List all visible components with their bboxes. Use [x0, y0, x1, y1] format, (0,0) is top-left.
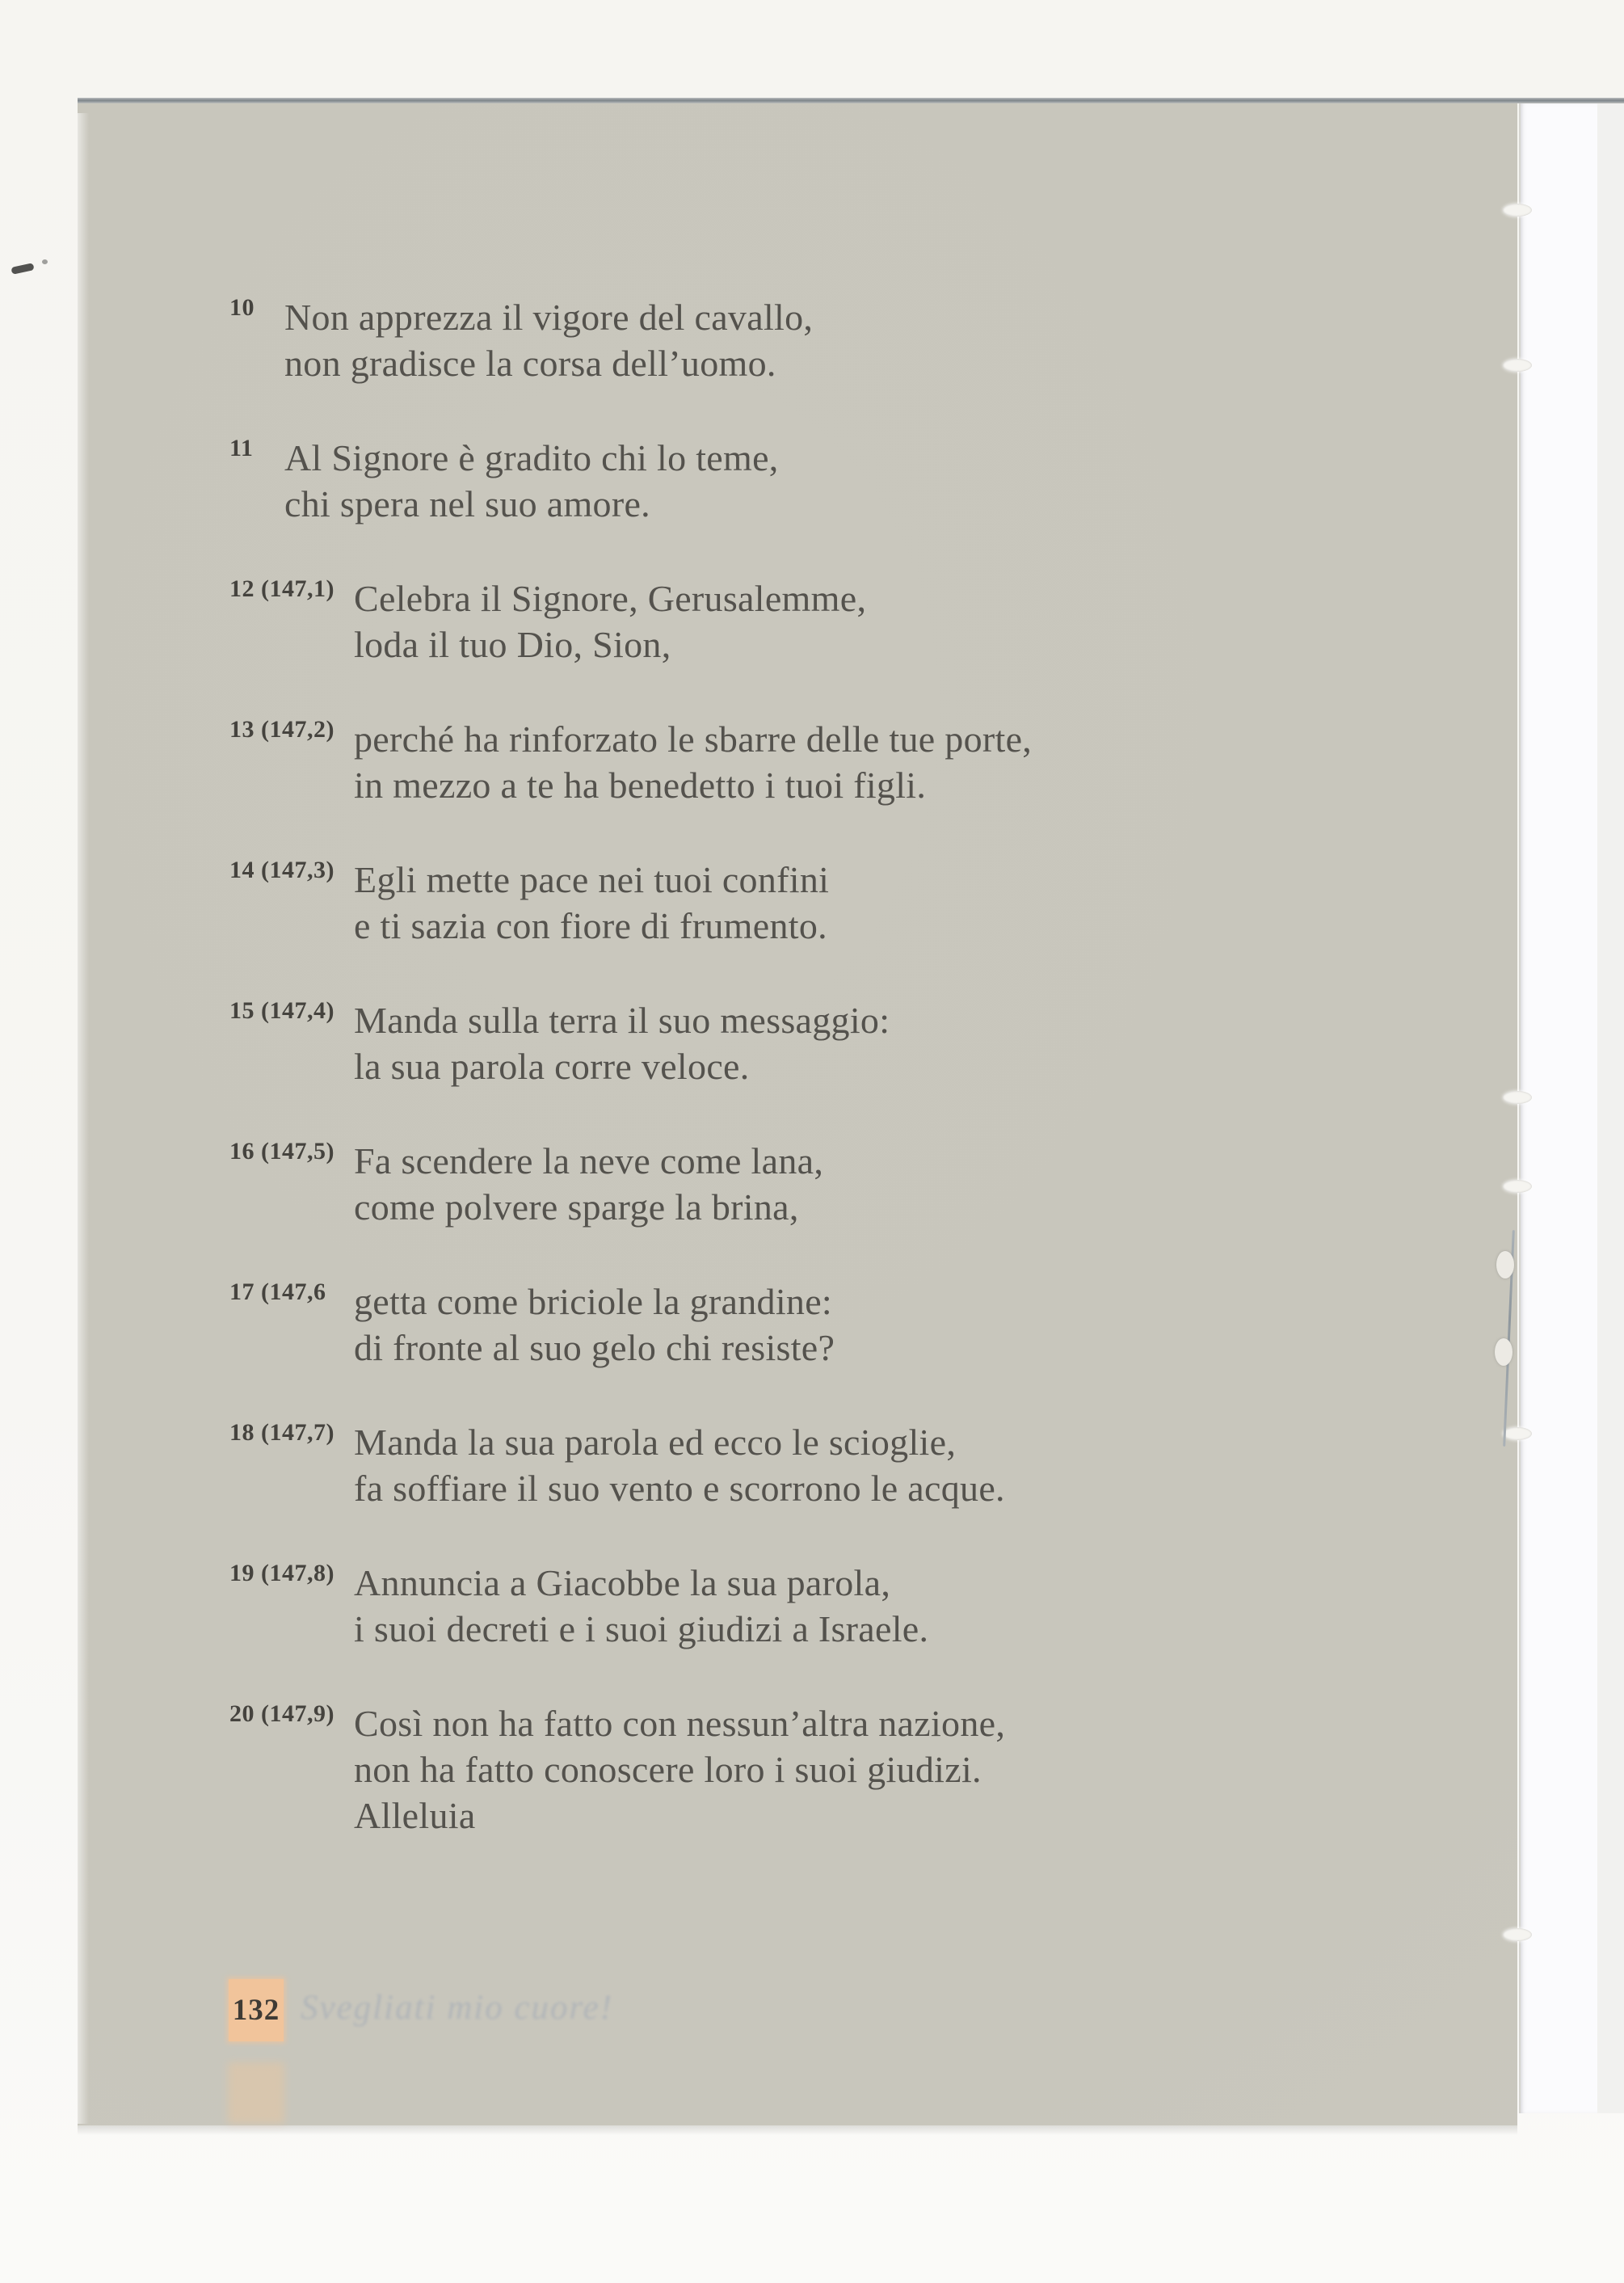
- verse-line: loda il tuo Dio, Sion,: [354, 624, 671, 665]
- stitch-mark: [1503, 1928, 1532, 1941]
- verse-line: i suoi decreti e i suoi giudizi a Israele.: [354, 1608, 929, 1649]
- verse-line: non ha fatto conoscere loro i suoi giudizi.: [354, 1749, 982, 1790]
- verse-item: [229, 1138, 1328, 1230]
- verse-text: [354, 1419, 1328, 1511]
- stitch-mark: [1503, 1180, 1532, 1193]
- verse-line: Fa scendere la neve come lana,: [354, 1140, 824, 1182]
- verse-number: 10: [229, 294, 255, 321]
- verse-text: [354, 1278, 1328, 1371]
- verse-line: Non apprezza il vigore del cavallo,: [284, 297, 814, 338]
- verse-line: Egli mette pace nei tuoi confini: [354, 859, 830, 900]
- stitch-mark: [1503, 1427, 1532, 1440]
- ink-speck-dash: [11, 263, 34, 275]
- scanner-right-margin: [1597, 103, 1624, 2113]
- verse-line: Celebra il Signore, Gerusalemme,: [354, 578, 867, 619]
- verse-number: 14 (147,3): [229, 857, 334, 883]
- page-number: 132: [232, 1994, 280, 2027]
- verse-number: 11: [229, 435, 254, 461]
- verse-line: fa soffiare il suo vento e scorrono le acque.: [354, 1468, 1005, 1509]
- verse-item: [229, 1560, 1328, 1652]
- verse-line: in mezzo a te ha benedetto i tuoi figli.: [354, 765, 927, 806]
- verse-item: [229, 857, 1328, 949]
- stitch-mark: [1503, 204, 1532, 217]
- ink-speck-dot: [42, 259, 48, 264]
- verse-line: Così non ha fatto con nessun’altra nazione,: [354, 1703, 1006, 1744]
- verse-number: 19 (147,8): [229, 1560, 334, 1586]
- verse-line: Alleluia: [354, 1795, 476, 1836]
- binding-thread-knot: [1495, 1338, 1513, 1366]
- verse-line: Manda sulla terra il suo messaggio:: [354, 1000, 890, 1041]
- verse-number: 20 (147,9): [229, 1700, 334, 1727]
- next-page-edge: [1519, 103, 1599, 2113]
- verse-item: [229, 716, 1328, 808]
- footer-ghost-title: Svegliati mio cuore!: [301, 1989, 614, 2027]
- verse-line: chi spera nel suo amore.: [284, 483, 650, 524]
- page-left-edge-highlight: [78, 113, 89, 2124]
- page-number-showthrough: [228, 2062, 284, 2124]
- page-bottom-edge-shadow: [78, 2125, 1517, 2135]
- page-top-edge-shadow: [78, 98, 1624, 103]
- verse-number: 17 (147,6: [229, 1278, 326, 1305]
- verse-line: Manda la sua parola ed ecco le scioglie,: [354, 1422, 957, 1463]
- stitch-mark: [1503, 359, 1532, 372]
- verse-text: [354, 1700, 1328, 1839]
- verse-line: getta come briciole la grandine:: [354, 1281, 833, 1322]
- verse-item: [229, 1419, 1328, 1511]
- verse-line: come polvere sparge la brina,: [354, 1186, 799, 1228]
- verse-item: [229, 575, 1328, 668]
- psalm-verses: [229, 294, 1328, 1887]
- verse-text: [354, 1560, 1328, 1652]
- verse-text: [354, 857, 1328, 949]
- verse-item: [229, 1278, 1328, 1371]
- verse-number: 13 (147,2): [229, 716, 334, 743]
- verse-text: [354, 997, 1328, 1089]
- verse-number: 18 (147,7): [229, 1419, 334, 1446]
- verse-text: [354, 716, 1328, 808]
- verse-number: 16 (147,5): [229, 1138, 334, 1165]
- verse-line: e ti sazia con fiore di frumento.: [354, 905, 827, 946]
- page-number-badge: [229, 1979, 284, 2041]
- verse-line: perché ha rinforzato le sbarre delle tue porte,: [354, 718, 1033, 760]
- verse-line: non gradisce la corsa dell’uomo.: [284, 343, 776, 384]
- binding-thread-knot: [1496, 1251, 1514, 1278]
- verse-number: 15 (147,4): [229, 997, 334, 1024]
- verse-text: [284, 294, 1328, 386]
- verse-text: [284, 435, 1328, 527]
- verse-item: [229, 997, 1328, 1089]
- verse-line: Annuncia a Giacobbe la sua parola,: [354, 1562, 891, 1603]
- verse-item: [229, 435, 1328, 527]
- verse-item: [229, 294, 1328, 386]
- verse-line: di fronte al suo gelo chi resiste?: [354, 1327, 835, 1368]
- verse-text: [354, 575, 1328, 668]
- stitch-mark: [1503, 1091, 1532, 1104]
- verse-item: [229, 1700, 1328, 1839]
- verse-line: Al Signore è gradito chi lo teme,: [284, 437, 779, 478]
- verse-line: la sua parola corre veloce.: [354, 1046, 750, 1087]
- verse-number: 12 (147,1): [229, 575, 334, 602]
- verse-text: [354, 1138, 1328, 1230]
